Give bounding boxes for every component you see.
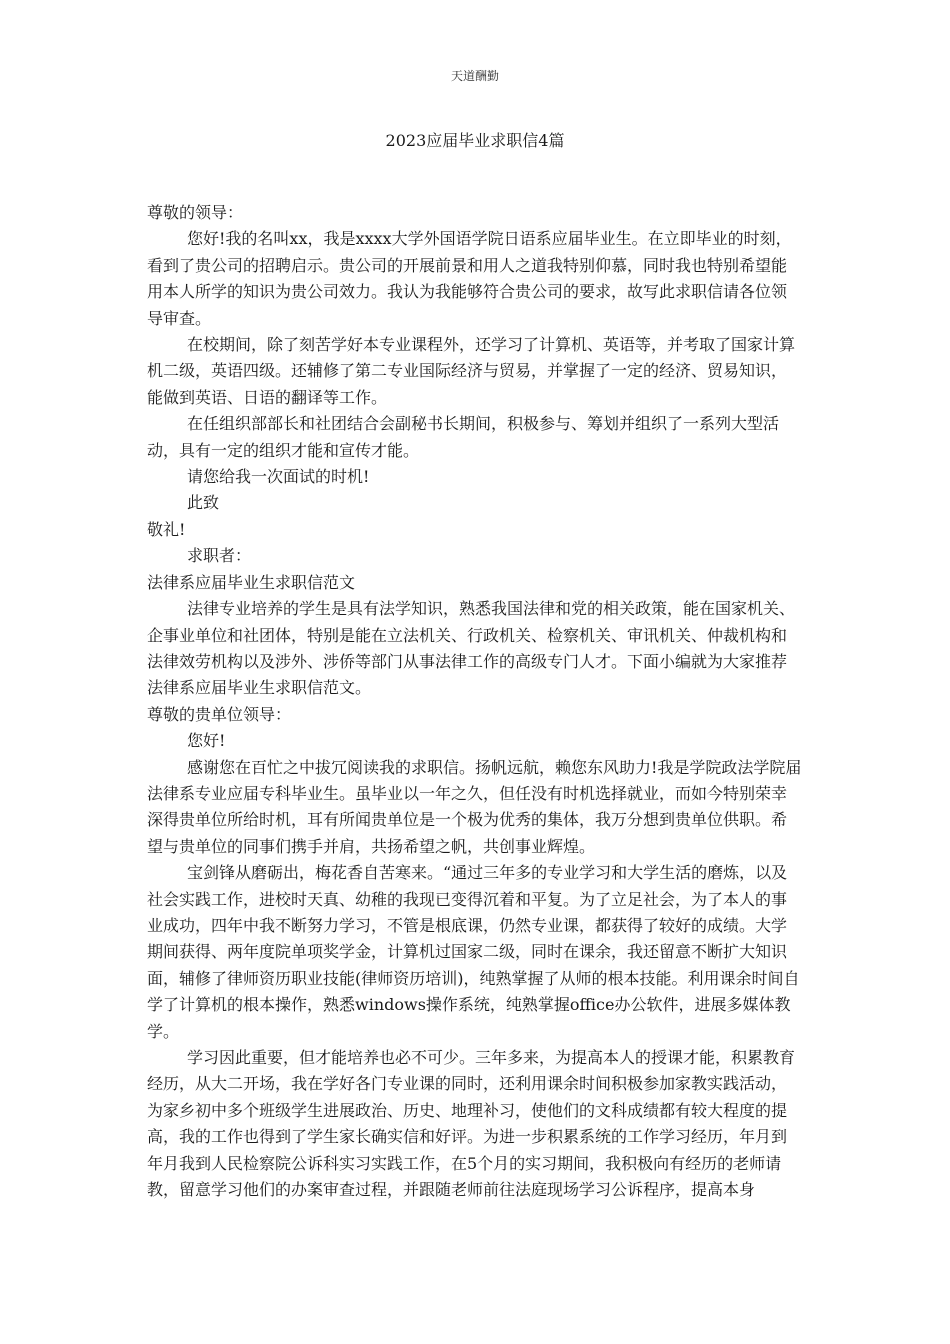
paragraph: 尊敬的贵单位领导： — [147, 704, 292, 724]
paragraph: 在任组织部部长和社团结合会副秘书长期间，积极参与、筹划并组织了一系列大型活动，具有一定的组织才能和宣传才能。 — [147, 414, 780, 460]
paragraph: 请您给我一次面试的时机! — [187, 467, 370, 487]
paragraph: 您好!我的名叫xx，我是xxxx大学外国语学院日语系应届毕业生。在立即毕业的时刻，看到了贵公司的招聘启示。贵公司的开展前景和用人之道我特别仰慕，同时我也特别希望能用本人所学的知识为贵公司效力。我认为我能够符合贵公司的要求，故写此求职信请各位领导审查。 — [147, 229, 792, 328]
paragraph: 此致 — [187, 493, 220, 513]
paragraph: 学习因此重要，但才能培养也必不可少。三年多来，为提高本人的授课才能，积累教育经历，从大二开场，我在学好各门专业课的同时，还利用课余时间积极参加家教实践活动，为家乡初中多个班级学生进展政治、历史、地理补习，使他们的文科成绩都有较大程度的提高，我的工作也得到了学生家长确实信和好评。为进一步积累系统的工作学习经历，年月到年月我到人民检察院公诉科实习实践工作，在5个月的实习期间，我积极向有经历的老师请教，留意学习他们的办案审查过程，并跟随老师前往法庭现场学习公诉程序，提高本身 — [147, 1048, 796, 1200]
paragraph: 法律专业培养的学生是具有法学知识，熟悉我国法律和党的相关政策，能在国家机关、企事业单位和社团体，特别是能在立法机关、行政机关、检察机关、审讯机关、仲裁机构和法律效劳机构以及涉外、涉侨等部门从事法律工作的高级专门人才。下面小编就为大家推荐法律系应届毕业生求职信范文。 — [147, 599, 796, 698]
section-heading: 法律系应届毕业生求职信范文 — [147, 572, 356, 592]
paragraph: 尊敬的领导： — [147, 203, 244, 222]
document-body — [147, 200, 802, 1203]
paragraph: 宝剑锋从磨砺出，梅花香自苦寒来。“通过三年多的专业学习和大学生活的磨炼，以及社会实践工作，进校时天真、幼稚的我现已变得沉着和平复。为了立足社会，为了本人的事业成功，四年中我不断努力学习，不管是根底课，仍然专业课，都获得了较好的成绩。大学期间获得、两年度院单项奖学金，计算机过国家二级，同时在课余，我还留意不断扩大知识面，辅修了律师资历职业技能(律师资历培训)，纯熟掌握了从师的根本技能。利用课余时间自学了计算机的根本操作，熟悉windows操作系统，纯熟掌握office办公软件，进展多媒体教学。 — [147, 863, 800, 1041]
paragraph: 敬礼! — [147, 519, 186, 539]
paragraph: 求职者： — [187, 546, 252, 566]
paragraph: 感谢您在百忙之中拔冗阅读我的求职信。扬帆远航，赖您东风助力!我是学院政法学院届法律系专业应届专科毕业生。虽毕业以一年之久，但任没有时机选择就业，而如今特别荣幸深得贵单位所给时机，耳有所闻贵单位是一个极为优秀的集体，我万分想到贵单位供职。希望与贵单位的同事们携手并肩，共扬希望之帆，共创事业辉煌。 — [147, 757, 802, 856]
document-title: 2023应届毕业求职信4篇 — [385, 131, 565, 150]
paragraph: 在校期间，除了刻苦学好本专业课程外，还学习了计算机、英语等，并考取了国家计算机二级，英语四级。还辅修了第二专业国际经济与贸易，并掌握了一定的经济、贸易知识，能做到英语、日语的翻译等工作。 — [147, 335, 796, 407]
paragraph: 您好! — [187, 731, 226, 751]
header-mark: 天道酬勤 — [450, 69, 499, 83]
